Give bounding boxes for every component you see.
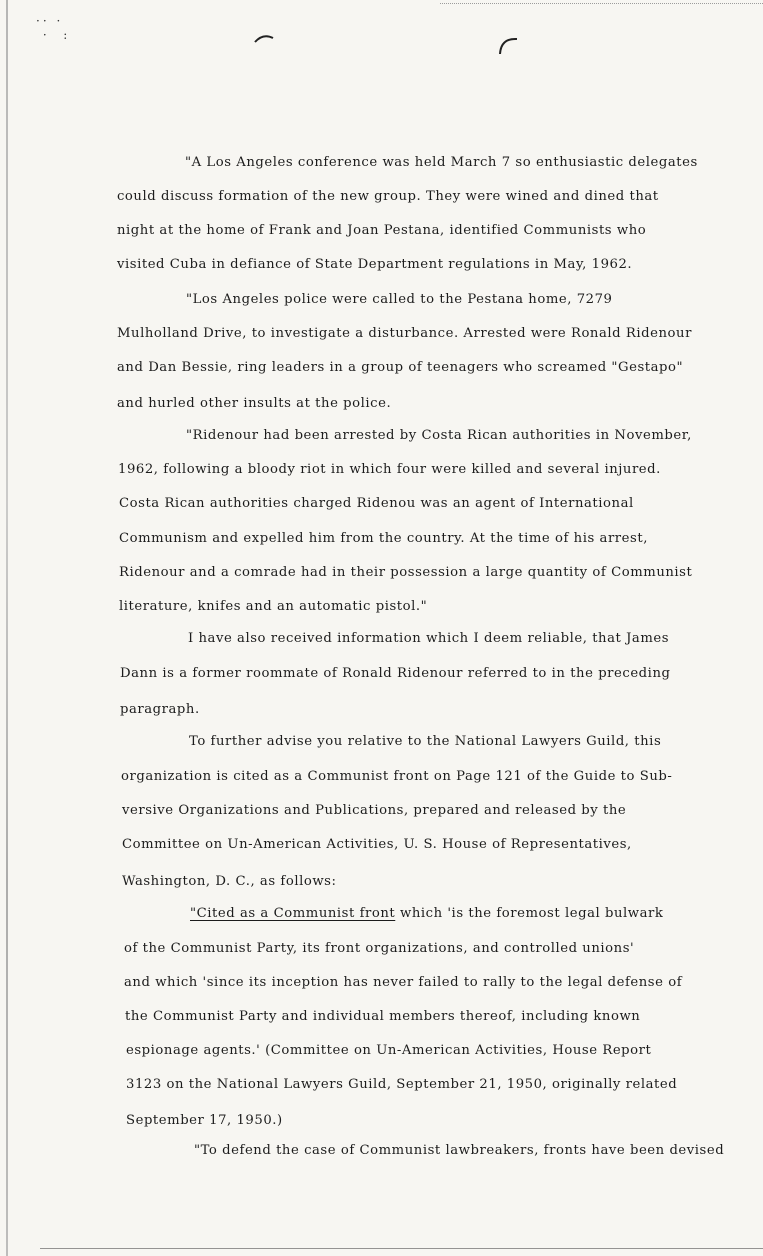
text-line: visited Cuba in defiance of State Department regulations in May, 1962. xyxy=(117,257,633,272)
text-line: literature, knifes and an automatic pistol." xyxy=(119,599,428,614)
text-line: Dann is a former roommate of Ronald Ridenour referred to in the preceding xyxy=(120,666,671,681)
underlined-phrase: "Cited as a Communist front xyxy=(190,906,396,921)
text-line: and which 'since its inception has never failed to rally to the legal defense of xyxy=(124,975,683,990)
text-line: the Communist Party and individual members thereof, including known xyxy=(125,1009,641,1024)
text-line: "A Los Angeles conference was held March 7 so enthusiastic delegates xyxy=(185,155,698,170)
text-line: and hurled other insults at the police. xyxy=(117,396,392,411)
text-line: Committee on Un-American Activities, U. S. House of Representatives, xyxy=(122,837,632,852)
text-line: "Los Angeles police were called to the Pestana home, 7279 xyxy=(186,292,613,307)
punch-mark-left xyxy=(253,30,275,52)
text-line: espionage agents.' (Committee on Un-American Activities, House Report xyxy=(126,1043,652,1058)
text-line: Ridenour and a comrade had in their possession a large quantity of Communist xyxy=(119,565,693,580)
text-line: 1962, following a bloody riot in which four were killed and several injured. xyxy=(118,462,661,477)
punch-mark-right xyxy=(497,34,519,56)
text-line: "Ridenour had been arrested by Costa Rican authorities in November, xyxy=(186,428,692,443)
text-line: night at the home of Frank and Joan Pestana, identified Communists who xyxy=(117,223,647,238)
text-line: "To defend the case of Communist lawbreakers, fronts have been devised xyxy=(194,1143,725,1158)
text-line-quote-start xyxy=(190,905,663,922)
text-line: versive Organizations and Publications, prepared and released by the xyxy=(122,803,627,818)
text-line: could discuss formation of the new group. They were wined and dined that xyxy=(117,189,659,204)
text-line: 3123 on the National Lawyers Guild, September 21, 1950, originally related xyxy=(126,1077,678,1092)
scan-bottom-edge xyxy=(40,1248,763,1250)
text-line: To further advise you relative to the National Lawyers Guild, this xyxy=(189,734,662,749)
text-line: Communism and expelled him from the country. At the time of his arrest, xyxy=(119,531,648,546)
text-line: and Dan Bessie, ring leaders in a group of teenagers who screamed "Gestapo" xyxy=(117,360,684,375)
scan-top-edge xyxy=(440,3,763,5)
scan-left-edge xyxy=(6,0,8,1256)
text-line: Washington, D. C., as follows: xyxy=(122,874,337,889)
text-line: I have also received information which I deem reliable, that James xyxy=(188,631,670,646)
scan-specks: ·· · · : xyxy=(36,14,71,42)
text-line: Costa Rican authorities charged Ridenou was an agent of International xyxy=(119,496,634,511)
text-line: paragraph. xyxy=(120,702,200,717)
text-line: Mulholland Drive, to investigate a disturbance. Arrested were Ronald Ridenour xyxy=(117,326,692,341)
text-line: of the Communist Party, its front organizations, and controlled unions' xyxy=(124,941,635,956)
text-line: organization is cited as a Communist front on Page 121 of the Guide to Sub- xyxy=(121,769,673,784)
text-line: September 17, 1950.) xyxy=(126,1113,283,1128)
text-segment: which 'is the foremost legal bulwark xyxy=(400,906,664,921)
